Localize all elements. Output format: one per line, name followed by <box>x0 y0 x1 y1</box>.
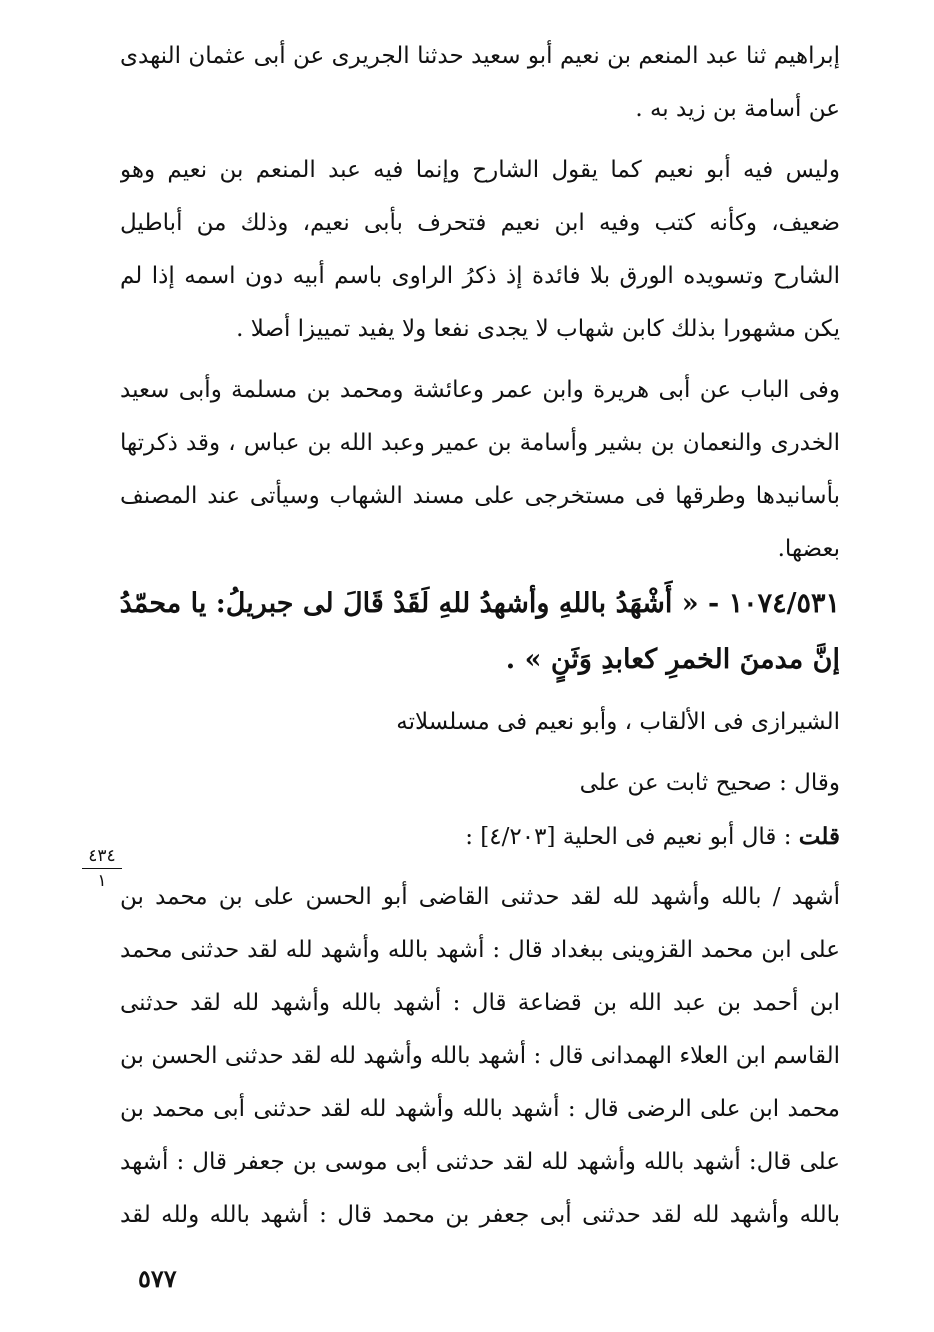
paragraph-1 <box>120 30 840 136</box>
hadith-block <box>120 576 840 688</box>
hadith-line: ١٠٧٤/٥٣١ - « أَشْهَدُ باللهِ وأشهدُ للهِ لَقَدْ قَالَ لى جبريلُ: يا محمّدُ <box>120 588 840 619</box>
qultu-line <box>120 810 840 863</box>
text-line: يكن مشهورا بذلك كابن شهاب لا يجدى نفعا ولا يفيد تمييزا أصلا . <box>236 316 840 342</box>
text-line: بأسانيدها وطرقها فى مستخرجى على مسند الشهاب وسيأتى عند المصنف <box>120 483 840 509</box>
hadith-line: إنَّ مدمنَ الخمرِ كعابدِ وَثَنٍ » . <box>505 644 840 675</box>
isnad-paragraph <box>120 871 840 1242</box>
text-line: وفى الباب عن أبى هريرة وابن عمر وعائشة ومحمد بن مسلمة وأبى سعيد <box>120 377 840 403</box>
page-body <box>120 30 840 1242</box>
text-line: الشارح وتسويده الورق بلا فائدة إذ ذكرُ الراوى باسم أبيه دون اسمه إذا لم <box>120 263 840 289</box>
qultu-rest: : قال أبو نعيم فى الحلية [٤/٢٠٣] : <box>465 824 792 850</box>
text-line: عن أسامة بن زيد به . <box>635 96 840 122</box>
text-line: إبراهيم ثنا عبد المنعم بن نعيم أبو سعيد حدثنا الجريرى عن أبى عثمان النهدى <box>120 43 840 69</box>
paragraph-2 <box>120 144 840 356</box>
page-number: ٥٧٧ <box>138 1264 177 1293</box>
text-line: محمد ابن على الرضى قال : أشهد بالله وأشهد لله لقد حدثنى أبى محمد بن <box>120 1096 840 1122</box>
margin-ref-top: ٤٣٤ <box>88 846 116 866</box>
text-line: وليس فيه أبو نعيم كما يقول الشارح وإنما فيه عبد المنعم بن نعيم وهو <box>120 157 840 183</box>
text-line: القاسم ابن العلاء الهمدانى قال : أشهد بالله وأشهد لله لقد حدثنى الحسن بن <box>120 1043 840 1069</box>
margin-ref-rule <box>82 868 122 869</box>
text-line: بعضها. <box>777 536 840 562</box>
paragraph-3 <box>120 364 840 576</box>
qultu-prefix: قلت <box>798 823 840 850</box>
text-line: الشيرازى فى الألقاب ، وأبو نعيم فى مسلسلاته <box>396 709 840 735</box>
text-line: ضعيف، وكأنه كتب وفيه ابن نعيم فتحرف بأبى نعيم، وذلك من أباطيل <box>120 210 840 236</box>
text-line: الخدرى والنعمان بن بشير وأسامة بن عمير وعبد الله بن عباس ، وقد ذكرتها <box>120 430 840 456</box>
text-line: بالله وأشهد لله لقد حدثنى أبى جعفر بن محمد قال : أشهد بالله ولله لقد <box>120 1202 840 1228</box>
margin-ref-bottom: ١ <box>97 871 107 891</box>
text-line: على قال: أشهد بالله وأشهد لله لقد حدثنى أبى موسى بن جعفر قال : أشهد <box>120 1149 840 1175</box>
text-line: ابن أحمد بن عبد الله بن قضاعة قال : أشهد بالله وأشهد لله لقد حدثنى <box>120 990 840 1016</box>
margin-reference <box>82 846 122 891</box>
text-line: على ابن محمد القزوينى ببغداد قال : أشهد بالله وأشهد لله لقد حدثنى محمد <box>120 937 840 963</box>
text-line: أشهد / بالله وأشهد لله لقد حدثنى القاضى أبو الحسن على بن محمد بن <box>120 884 840 910</box>
text-line: وقال : صحيح ثابت عن على <box>579 770 840 796</box>
